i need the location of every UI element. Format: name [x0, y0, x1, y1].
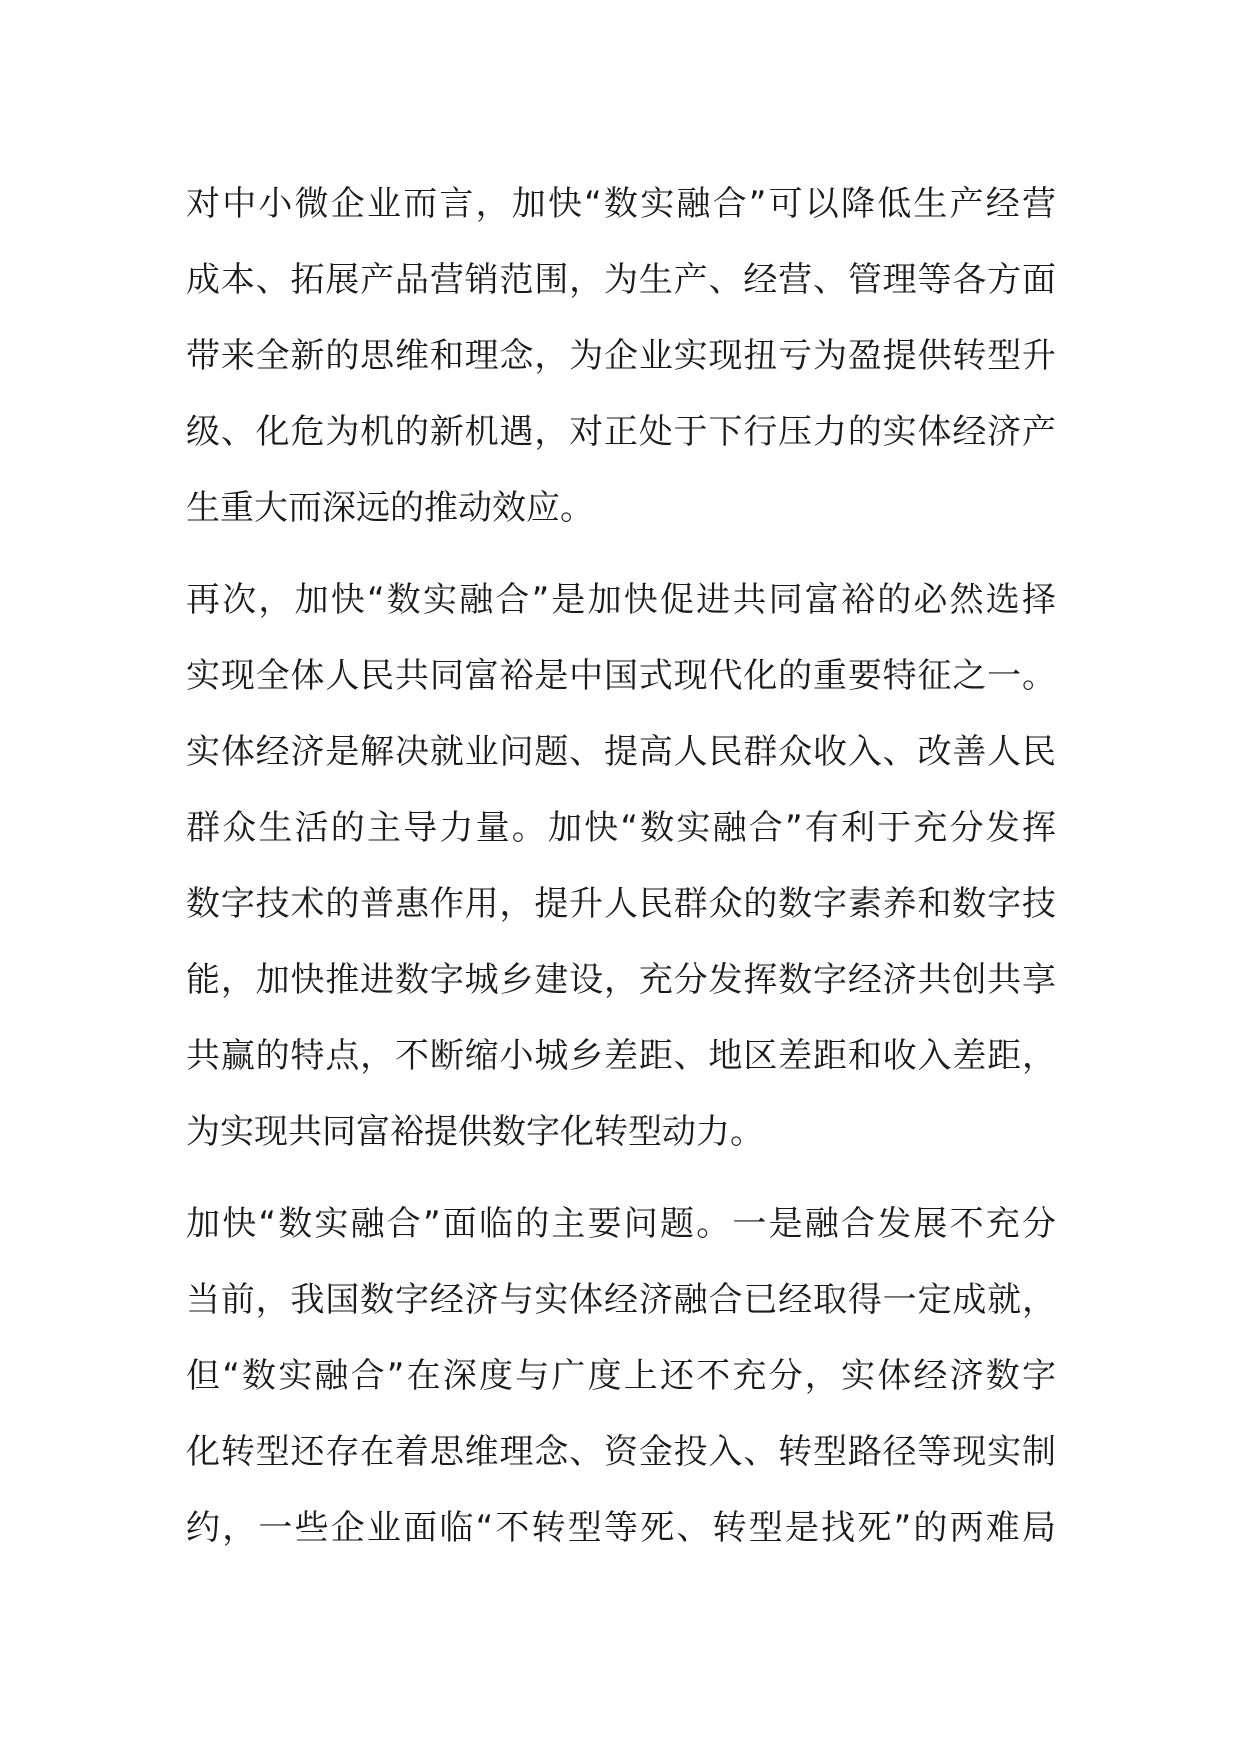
text-line: 群众生活的主导力量。加快“数实融合”有利于充分发挥	[186, 808, 1056, 848]
text-line: 化转型还存在着思维理念、资金投入、转型路径等现实制	[186, 1432, 1056, 1472]
paragraph-2	[186, 562, 1056, 1170]
text-line: 再次，加快“数实融合”是加快促进共同富裕的必然选择	[186, 580, 1056, 620]
text-line: 能，加快推进数字城乡建设，充分发挥数字经济共创共享	[186, 960, 1056, 1000]
text-line: 级、化危为机的新机遇，对正处于下行压力的实体经济产	[186, 412, 1056, 452]
text-line: 为实现共同富裕提供数字化转型动力。	[186, 1112, 764, 1152]
paragraph-3	[186, 1186, 1056, 1566]
text-line: 加快“数实融合”面临的主要问题。一是融合发展不充分	[186, 1204, 1056, 1244]
text-line: 实现全体人民共同富裕是中国式现代化的重要特征之一。	[186, 656, 1056, 696]
text-line: 共赢的特点，不断缩小城乡差距、地区差距和收入差距，	[186, 1036, 1056, 1076]
text-line: 实体经济是解决就业问题、提高人民群众收入、改善人民	[186, 732, 1056, 772]
text-line: 生重大而深远的推动效应。	[186, 488, 594, 528]
text-line: 对中小微企业而言，加快“数实融合”可以降低生产经营	[186, 184, 1056, 224]
document-body	[186, 166, 1056, 1582]
text-line: 但“数实融合”在深度与广度上还不充分，实体经济数字	[186, 1356, 1056, 1396]
text-line: 约，一些企业面临“不转型等死、转型是找死”的两难局	[186, 1508, 1056, 1548]
text-line: 成本、拓展产品营销范围，为生产、经营、管理等各方面	[186, 260, 1056, 300]
paragraph-1	[186, 166, 1056, 546]
text-line: 带来全新的思维和理念，为企业实现扭亏为盈提供转型升	[186, 336, 1056, 376]
text-line: 数字技术的普惠作用，提升人民群众的数字素养和数字技	[186, 884, 1056, 924]
text-line: 当前，我国数字经济与实体经济融合已经取得一定成就，	[186, 1280, 1056, 1320]
